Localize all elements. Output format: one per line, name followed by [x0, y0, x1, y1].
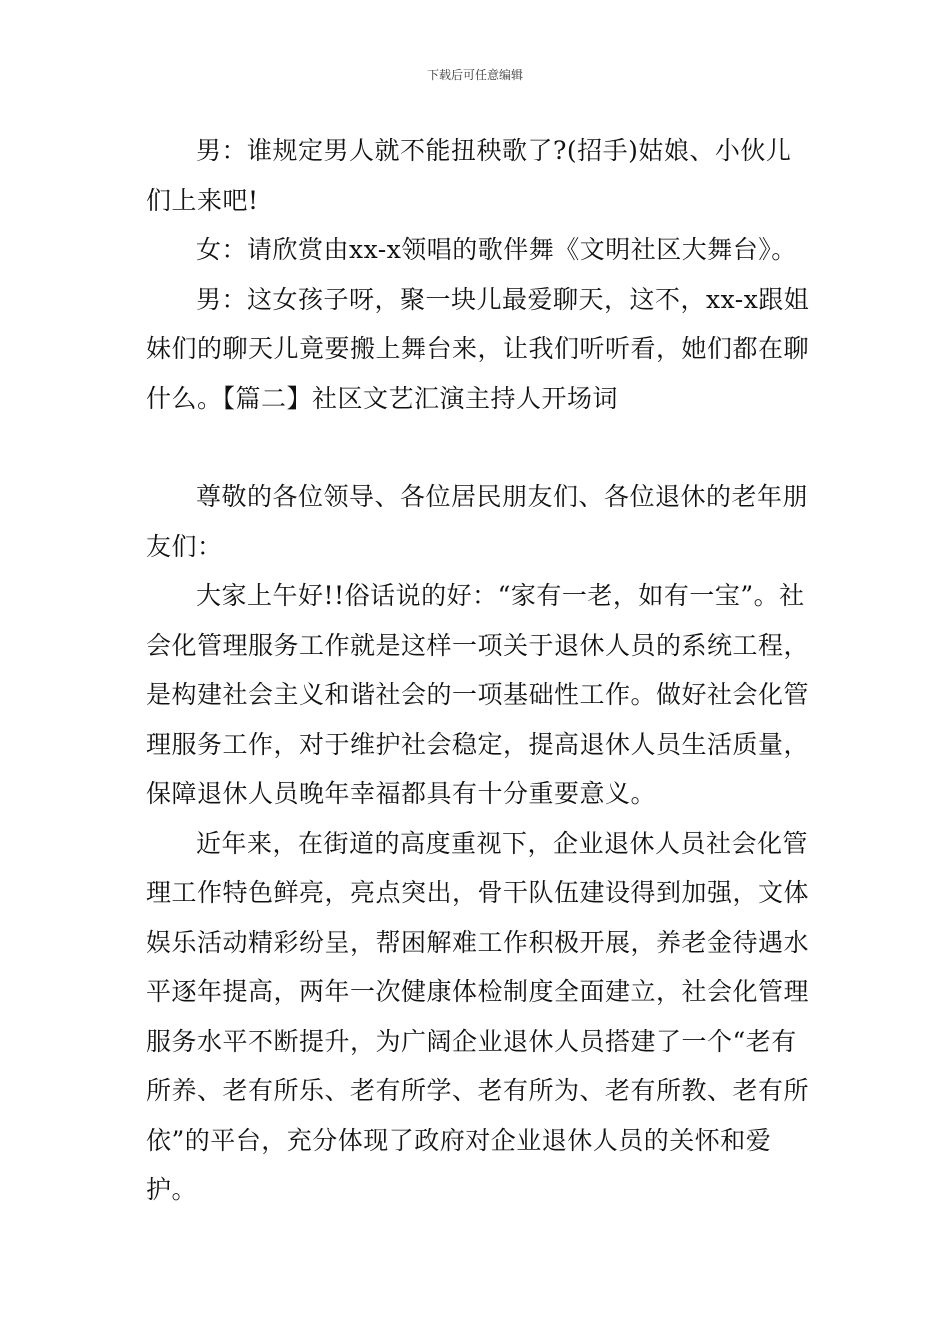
- paragraph-female-song: 女：请欣赏由xx-x领唱的歌伴舞《文明社区大舞台》。: [196, 235, 797, 264]
- paragraph-male-chat: 男：这女孩子呀，聚一块儿最爱聊天，这不，xx-x跟姐妹们的聊天儿竟要搬上舞台来，让我们听听看，她们都在聊什么。【篇二】社区文艺汇演主持人开场词: [146, 284, 810, 413]
- paragraph-greeting: 大家上午好!!俗话说的好：“家有一老，如有一宝”。社会化管理服务工作就是这样一项关于退休人员的系统工程，是构建社会主义和谐社会的一项基础性工作。做好社会化管理服务工作，对于维护社会稳定，提高退休人员生活质量，保障退休人员晚年幸福都具有十分重要意义。: [146, 581, 810, 808]
- paragraph-male-yangge: 男：谁规定男人就不能扭秧歌了?(招手)姑娘、小伙儿们上来吧!: [146, 136, 792, 215]
- paragraph-spacer: [146, 423, 816, 472]
- paragraph-salutation: 尊敬的各位领导、各位居民朋友们、各位退休的老年朋友们：: [146, 482, 809, 561]
- paragraph-recent-years: 近年来，在街道的高度重视下，企业退休人员社会化管理工作特色鲜亮，亮点突出，骨干队伍建设得到加强，文体娱乐活动精彩纷呈，帮困解难工作积极开展，养老金待遇水平逐年提高，两年一次健康体检制度全面建立，社会化管理服务水平不断提升，为广阔企业退休人员搭建了一个“老有所养、老有所乐、老有所学、老有所为、老有所教、老有所依”的平台，充分体现了政府对企业退休人员的关怀和爱护。: [146, 828, 810, 1204]
- document-body: [146, 126, 816, 1215]
- header-note: 下载后可任意编辑: [426, 68, 523, 82]
